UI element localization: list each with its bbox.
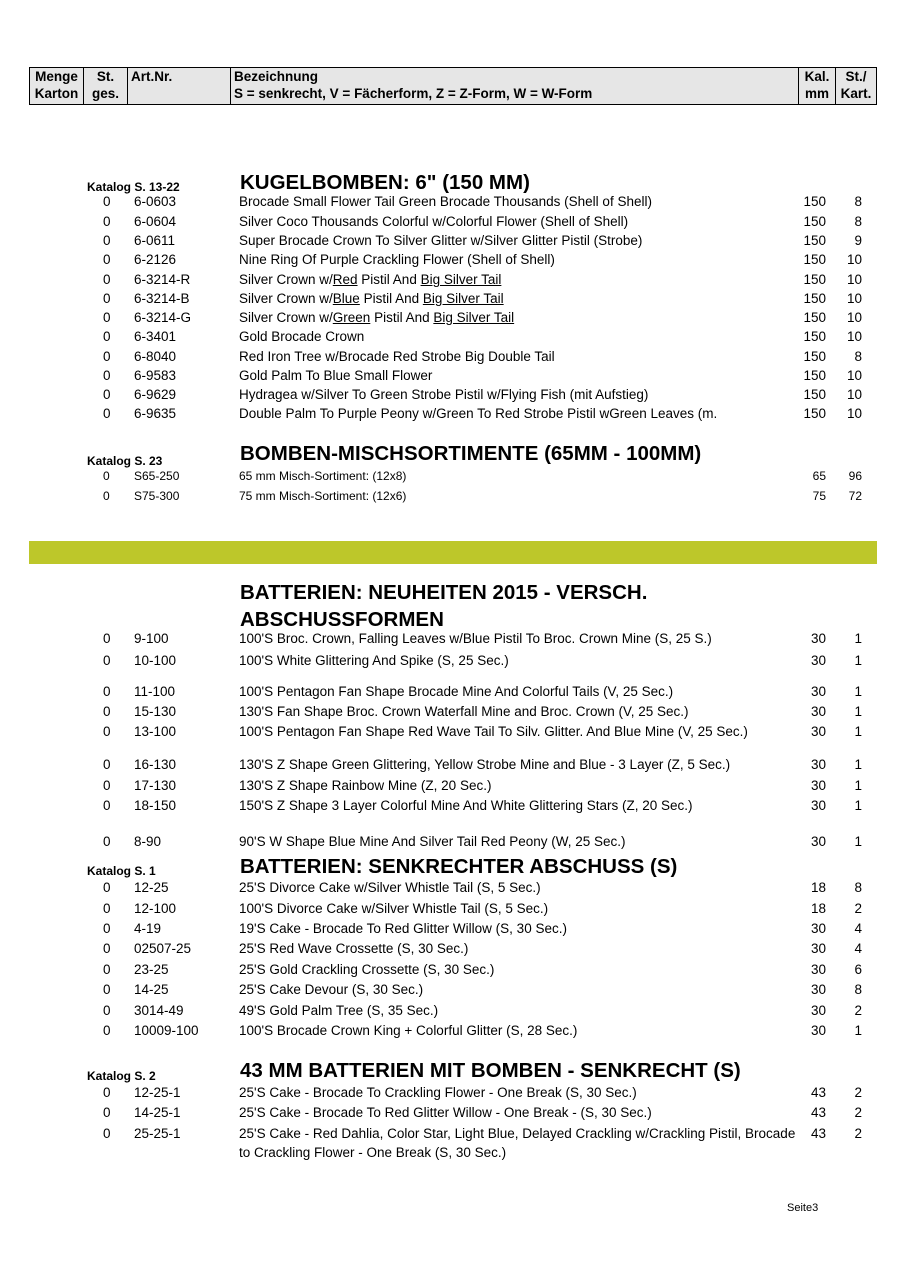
table-row: 0 10009-100 100'S Brocade Crown King + Colorful Glitter (S, 28 Sec.) 30 1 bbox=[103, 1023, 862, 1038]
section-title-continued: ABSCHUSSFORMEN bbox=[240, 608, 444, 631]
table-row: 0 6-9629 Hydragea w/Silver To Green Strobe Pistil w/Flying Fish (mit Aufstieg) 150 10 bbox=[103, 387, 862, 402]
table-row: 0 6-8040 Red Iron Tree w/Brocade Red Strobe Big Double Tail 150 8 bbox=[103, 349, 862, 364]
section-title: 43 MM BATTERIEN MIT BOMBEN - SENKRECHT (S) bbox=[240, 1059, 741, 1082]
section-title: BATTERIEN: NEUHEITEN 2015 - VERSCH. bbox=[240, 581, 648, 604]
table-row: 0 14-25-1 25'S Cake - Brocade To Red Glitter Willow - One Break - (S, 30 Sec.) 43 2 bbox=[103, 1105, 862, 1120]
header-bezeichnung: Bezeichnung S = senkrecht, V = Fächerform, Z = Z-Form, W = W-Form bbox=[231, 68, 799, 105]
catalog-ref: Katalog S. 13-22 bbox=[87, 180, 180, 194]
table-row: 0 17-130 130'S Z Shape Rainbow Mine (Z, 20 Sec.) 30 1 bbox=[103, 778, 862, 793]
header-st-ges: St. ges. bbox=[84, 68, 128, 105]
table-row: 0 12-25 25'S Divorce Cake w/Silver Whistle Tail (S, 5 Sec.) 18 8 bbox=[103, 880, 862, 895]
table-row: 0 8-90 90'S W Shape Blue Mine And Silver Tail Red Peony (W, 25 Sec.) 30 1 bbox=[103, 834, 862, 849]
table-row: 0 6-0603 Brocade Small Flower Tail Green Brocade Thousands (Shell of Shell) 150 8 bbox=[103, 194, 862, 209]
section-title: KUGELBOMBEN: 6" (150 MM) bbox=[240, 171, 530, 194]
table-row: 0 4-19 19'S Cake - Brocade To Red Glitter Willow (S, 30 Sec.) 30 4 bbox=[103, 921, 862, 936]
table-row: 0 15-130 130'S Fan Shape Broc. Crown Waterfall Mine and Broc. Crown (V, 25 Sec.) 30 1 bbox=[103, 704, 862, 719]
table-row: 0 16-130 130'S Z Shape Green Glittering, Yellow Strobe Mine and Blue - 3 Layer (Z, 5 Sec.) 30 1 bbox=[103, 757, 862, 772]
table-row: 0 6-9583 Gold Palm To Blue Small Flower 150 10 bbox=[103, 368, 862, 383]
header-st-kart: St./ Kart. bbox=[836, 68, 877, 105]
column-header-table bbox=[29, 67, 877, 105]
table-row: 0 S65-250 65 mm Misch-Sortiment: (12x8) 65 96 bbox=[103, 469, 862, 483]
section-title: BATTERIEN: SENKRECHTER ABSCHUSS (S) bbox=[240, 855, 678, 878]
table-row: 0 14-25 25'S Cake Devour (S, 30 Sec.) 30 8 bbox=[103, 982, 862, 997]
table-row: 0 10-100 100'S White Glittering And Spike (S, 25 Sec.) 30 1 bbox=[103, 653, 862, 668]
table-row: 0 9-100 100'S Broc. Crown, Falling Leaves w/Blue Pistil To Broc. Crown Mine (S, 25 S.) 30 1 bbox=[103, 631, 862, 646]
table-row: 0 12-25-1 25'S Cake - Brocade To Crackling Flower - One Break (S, 30 Sec.) 43 2 bbox=[103, 1085, 862, 1100]
table-row: 0 3014-49 49'S Gold Palm Tree (S, 35 Sec.) 30 2 bbox=[103, 1003, 862, 1018]
table-row: 0 6-3214-G Silver Crown w/Green Pistil And Big Silver Tail 150 10 bbox=[103, 310, 862, 325]
table-row: 0 6-0611 Super Brocade Crown To Silver Glitter w/Silver Glitter Pistil (Strobe) 150 9 bbox=[103, 233, 862, 248]
table-row: 0 6-3214-B Silver Crown w/Blue Pistil And Big Silver Tail 150 10 bbox=[103, 291, 862, 306]
section-title: BOMBEN-MISCHSORTIMENTE (65MM - 100MM) bbox=[240, 442, 702, 465]
catalog-ref: Katalog S. 2 bbox=[87, 1069, 156, 1083]
section-separator-bar bbox=[29, 541, 877, 564]
header-menge-karton: Menge Karton bbox=[30, 68, 84, 105]
header-art-nr: Art.Nr. bbox=[128, 68, 231, 105]
catalog-ref: Katalog S. 23 bbox=[87, 454, 163, 468]
table-row: 0 12-100 100'S Divorce Cake w/Silver Whistle Tail (S, 5 Sec.) 18 2 bbox=[103, 901, 862, 916]
table-row: 0 25-25-1 25'S Cake - Red Dahlia, Color Star, Light Blue, Delayed Crackling w/Crackling Pistil, Brocade to Crackling Flower - One Break (S, 30 Sec.) 43 2 bbox=[103, 1126, 862, 1160]
header-kal-mm: Kal. mm bbox=[799, 68, 836, 105]
table-row: 0 6-9635 Double Palm To Purple Peony w/Green To Red Strobe Pistil wGreen Leaves (m. 150 10 bbox=[103, 406, 862, 421]
catalog-ref: Katalog S. 1 bbox=[87, 864, 156, 878]
table-row: 0 6-2126 Nine Ring Of Purple Crackling Flower (Shell of Shell) 150 10 bbox=[103, 252, 862, 267]
table-row: 0 02507-25 25'S Red Wave Crossette (S, 30 Sec.) 30 4 bbox=[103, 941, 862, 956]
table-row: 0 6-3401 Gold Brocade Crown 150 10 bbox=[103, 329, 862, 344]
table-row: 0 11-100 100'S Pentagon Fan Shape Brocade Mine And Colorful Tails (V, 25 Sec.) 30 1 bbox=[103, 684, 862, 699]
table-row: 0 6-0604 Silver Coco Thousands Colorful w/Colorful Flower (Shell of Shell) 150 8 bbox=[103, 214, 862, 229]
table-row: 0 13-100 100'S Pentagon Fan Shape Red Wave Tail To Silv. Glitter. And Blue Mine (V, 25 Sec.) 30 1 bbox=[103, 724, 862, 739]
page-number: Seite3 bbox=[787, 1202, 819, 1214]
table-row: 0 6-3214-R Silver Crown w/Red Pistil And Big Silver Tail 150 10 bbox=[103, 272, 862, 287]
table-row: 0 23-25 25'S Gold Crackling Crossette (S, 30 Sec.) 30 6 bbox=[103, 962, 862, 977]
table-row: 0 18-150 150'S Z Shape 3 Layer Colorful Mine And White Glittering Stars (Z, 20 Sec.) 30 1 bbox=[103, 798, 862, 813]
table-row: 0 S75-300 75 mm Misch-Sortiment: (12x6) 75 72 bbox=[103, 489, 862, 503]
